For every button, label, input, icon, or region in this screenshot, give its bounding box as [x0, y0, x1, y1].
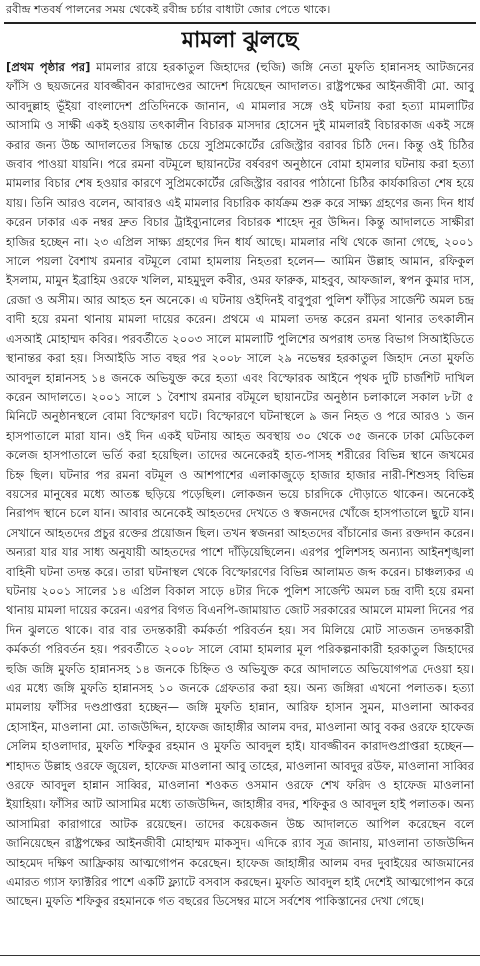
bottom-divider — [0, 955, 480, 956]
article-text: মামলার রায়ে হরকাতুল জিহাদের (হুজি) জঙ্গি নেতা মুফতি হান্নানসহ আটজনের ফাঁসি ও ছয়জনের যাবজ্জীবন কারাদণ্ডের আদেশ দিয়েছেন আদালত। রাষ্ট্রপক্ষের আইনজীবী মো. আবু আবদুল্লাহ ভূঁইয়া বাংলাদেশ প্রতিদিনকে জানান, এ মামলার সঙ্গে ওই ঘটনায় করা হত্যা মামলাটির আসামি ও সাক্ষী একই হওয়ায় তৎকালীন বিচারক মাসদার হোসেন দুই মামলারই বিচারকাজ একই সঙ্গে করার জন্য উচ্চ আদালতের সিদ্ধান্ত চেয়ে সুপ্রিমকোর্টের রেজিস্ট্রার বরাবর চিঠি দেন। কিন্তু ওই চিঠির জবাব পাওয়া যায়নি। পরে রমনা বটমূলে ছায়ানটের বর্ষবরণ অনুষ্ঠানে বোমা হামলার ঘটনায় করা হত্যা মামলার বিচার শেষ হওয়ার কারণে সুপ্রিমকোর্টের রেজিস্ট্রার বরাবর পাঠানো চিঠির কার্যকারিতা শেষ হয়ে যায়। তিনি আরও বলেন, আবারও এই মামলার বিচারিক কার্যক্রম শুরু করে সাক্ষ্য গ্রহণের জন্য দিন ধার্য করেন ঢাকার এক নম্বর দ্রুত বিচার ট্রাইব্যুনালের বিচারক শাহেদ নূর উদ্দিন। কিন্তু আদালতে সাক্ষীরা হাজির হচ্ছেন না। ২৩ এপ্রিল সাক্ষ্য গ্রহণের দিন ধার্য আছে। মামলার নথি থেকে জানা গেছে, ২০০১ সালে পয়লা বৈশাখ রমনার বটমূলে বোমা হামলায় নিহতরা হলেন— আমিন উল্লাহ আমান, রফিকুল ইসলাম, মামুন ইব্রাহিম ওরফে খলিল, মাহমুদুল কবীর, ওমর ফারুক, মাহবুব, আফজাল, স্বপন কুমার দাস, রেজা ও অসীম। আর আহত হন অনেকে। এ ঘটনায় ওইদিনই বাবুপুরা পুলিশ ফাঁড়ির সার্জেন্ট অমল চন্দ্র বাদী হয়ে রমনা থানায় মামলা দায়ের করেন। প্রথমে এ মামলা তদন্ত করেন রমনা থানার তৎকালীন এসআই মোহাম্মদ কবির। পরবর্তীতে ২০০৩ সালে মামলাটি পুলিশের অপরাধ তদন্ত বিভাগ সিআইডিতে স্থানান্তর করা হয়। সিআইডি সাত বছর পর ২০০৮ সালে ২৯ নভেম্বর হরকাতুল জিহাদ নেতা মুফতি আবদুল হান্নানসহ ১৪ জনকে অভিযুক্ত করে হত্যা এবং বিস্ফোরক আইনে পৃথক দুটি চার্জশিট দাখিল করেন আদালতে। ২০০১ সালে ১ বৈশাখ রমনার বটমূলে ছায়ানটের অনুষ্ঠান চলাকালে সকাল ৮টা ৫ মিনিটে অনুষ্ঠানস্থলে বোমা বিস্ফোরণ ঘটে। বিস্ফোরণে ঘটনাস্থলে ৯ জন নিহত ও পরে আরও ১ জন হাসপাতালে মারা যান। ওই দিন একই ঘটনায় আহত অবস্থায় ৩০ থেকে ৩৫ জনকে ঢাকা মেডিকেল কলেজ হাসপাতালে ভর্তি করা হয়েছিল। তাদের অনেকেরই হাত-পাসহ শরীরের বিভিন্ন স্থানে জখমের চিহ্ন ছিল। ঘটনার পর রমনা বটমূল ও আশপাশের এলাকাজুড়ে হাজার হাজার নারী-শিশুসহ বিভিন্ন বয়সের মানুষের মধ্যে আতঙ্ক ছড়িয়ে পড়েছিল। লোকজন ভয়ে চারদিকে দৌড়াতে থাকেন। অনেকেই নিরাপদ স্থানে চলে যান। আবার অনেকেই আহতদের দেখতে ও স্বজনদের খোঁজে হাসপাতালে ছুটে যান। সেখানে আহতদের প্রচুর রক্তের প্রয়োজন ছিল। তখন স্বজনরা আহতদের বাঁচানোর জন্য রক্তদান করেন। অন্যরা যার যার সাধ্য অনুযায়ী আহতদের পাশে দাঁড়িয়েছিলেন। এরপর পুলিশসহ অন্যান্য আইনশৃঙ্খলা বাহিনী ঘটনা তদন্ত করে। তারা ঘটনাস্থল থেকে বিস্ফোরণের বিভিন্ন আলামত জব্দ করেন। চাঞ্চল্যকর এ ঘটনায় ২০০১ সালের ১৪ এপ্রিল বিকাল সাড়ে ৪টার দিকে পুলিশ সার্জেন্ট অমল চন্দ্র বাদী হয়ে রমনা থানায় মামলা দায়ের করেন। এরপর বিগত বিএনপি-জামায়াত জোট সরকারের আমলে মামলা দিনের পর দিন ঝুলতে থাকে। বার বার তদন্তকারী কর্মকর্তা পরিবর্তন হয়। সব মিলিয়ে মোট সাতজন তদন্তকারী কর্মকর্তা পরিবর্তন হয়। পরবর্তীতে ২০০৮ সালে বোমা হামলার মূল পরিকল্পনাকারী হরকাতুল জিহাদের হুজি জঙ্গি মুফতি হান্নানসহ ১৪ জনকে চিহ্নিত ও অভিযুক্ত করে আদালতে অভিযোগপত্র দেওয়া হয়। এর মধ্যে জঙ্গি মুফতি হান্নানসহ ১০ জনকে গ্রেফতার করা হয়। অন্য জঙ্গিরা এখনো পলাতক। হত্যা মামলায় ফাঁসির দণ্ডপ্রাপ্তরা হচ্ছেন— জঙ্গি মুফতি হান্নান, আরিফ হাসান সুমন, মাওলানা আকবর হোসাইন, মাওলানা মো. তাজউদ্দিন, হাফেজ জাহাঙ্গীর আলম বদর, মাওলানা আবু বকর ওরফে হাফেজ সেলিম হাওলাদার, মুফতি শফিকুর রহমান ও মুফতি আবদুল হাই। যাবজ্জীবন কারাদণ্ডপ্রাপ্তরা হচ্ছেন— শাহাদত উল্লাহ ওরফে জুয়েল, হাফেজ মাওলানা আবু তাহের, মাওলানা আবদুর রউফ, মাওলানা সাব্বির ওরফে আবদুল হান্নান সাব্বির, মাওলানা শওকত ওসমান ওরফে শেখ ফরিদ ও হাফেজ মাওলানা ইয়াহিয়া। ফাঁসির আট আসামির মধ্যে তাজউদ্দিন, জাহাঙ্গীর বদর, শফিকুর ও আবদুল হাই পলাতক। অন্য আসামিরা কারাগারে আটক রয়েছেন। তাদের কয়েকজন উচ্চ আদালতে আপিল করেছেন বলে জানিয়েছেন রাষ্ট্রপক্ষের আইনজীবী মোহাম্মদ মাকসুদ। এদিকে র‌্যাব সূত্র জানায়, মাওলানা তাজউদ্দিন আহমেদ দক্ষিণ আফ্রিকায় আত্মগোপন করেছেন। হাফেজ জাহাঙ্গীর আলম বদর দুবাইয়ের আজমানের এমারত গ্যাস ফ্যাক্টরির পাশে একটি ফ্ল্যাটে বসবাস করছেন। মুফতি আবদুল হাই দেশেই আত্মগোপন করে আছেন। মুফতি শফিকুর রহমানকে গত বছরের ডিসেম্বর মাসে সর্বশেষ পাকিস্তানের দেখা গেছে। — [6, 60, 474, 909]
article-paragraph — [6, 58, 474, 912]
article-body — [6, 58, 474, 948]
continuation-kicker: [প্রথম পৃষ্ঠার পর] — [6, 60, 91, 74]
previous-article-tail: রবীন্দ্র শতবর্ষ পালনের সময় থেকেই রবীন্দ্র চর্চার বাধাটা জোর পেতে থাকে। — [6, 3, 331, 16]
article-headline: মামলা ঝুলছে — [181, 28, 299, 53]
